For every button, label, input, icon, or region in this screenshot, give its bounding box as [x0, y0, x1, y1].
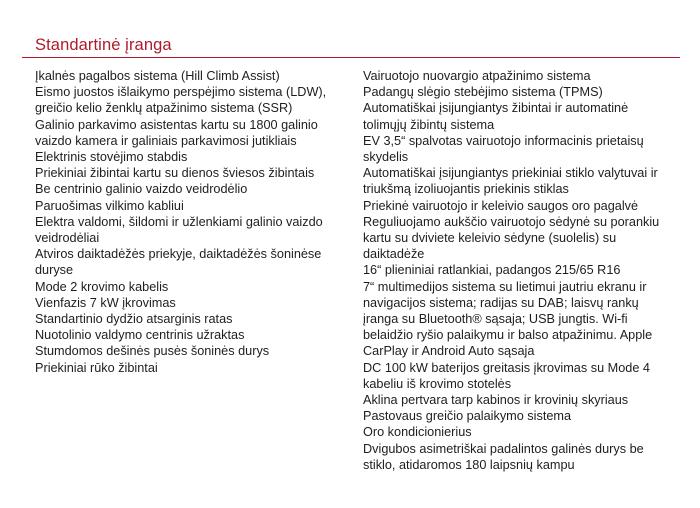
- list-item: Padangų slėgio stebėjimo sistema (TPMS): [363, 85, 603, 100]
- list-item: Be centrinio galinio vaizdo veidrodėlio: [35, 182, 248, 197]
- list-item: 16“ plieniniai ratlankiai, padangos 215/65 R16: [363, 263, 621, 278]
- list-item: Standartinio dydžio atsarginis ratas: [35, 312, 233, 327]
- list-item: Atviros daiktadėžės priekyje, daiktadėžės šoninėse duryse: [35, 247, 322, 278]
- list-item: DC 100 kW baterijos greitasis įkrovimas su Mode 4 kabeliu iš krovimo stotelės: [363, 360, 650, 391]
- title-divider: [22, 57, 680, 58]
- list-item: Elektra valdomi, šildomi ir užlenkiami galinio vaizdo veidrodėliai: [35, 214, 323, 246]
- list-item: Vienfazis 7 kW įkrovimas: [35, 295, 176, 310]
- list-item: Nuotolinio valdymo centrinis užraktas: [35, 328, 245, 343]
- standard-equipment-list-right: [363, 68, 675, 473]
- list-item: 7“ multimedijos sistema su lietimui jautriu ekranu ir navigacijos sistema; radijas su DAB; laisvų rankų įranga su Bluetooth® sąsaja; USB jungtis. Wi-fi belaidžio ryšio palaikymu ir balso atpažinimu. Apple CarPlay ir Android Auto sąsaja: [363, 279, 653, 359]
- list-item: Eismo juostos išlaikymo perspėjimo sistema (LDW), greičio kelio ženklų atpažinimo sistema (SSR): [35, 85, 327, 116]
- list-item: Pastovaus greičio palaikymo sistema: [363, 409, 572, 424]
- list-item: Elektrinis stovėjimo stabdis: [35, 150, 188, 165]
- list-item: Vairuotojo nuovargio atpažinimo sistema: [363, 69, 591, 83]
- list-item: Priekiniai rūko žibintai: [35, 360, 158, 375]
- list-item: Automatiškai įsijungiantys priekiniai stiklo valytuvai ir triukšmą izoliuojantis priekinis stiklas: [363, 166, 658, 197]
- list-item: Aklina pertvara tarp kabinos ir krovinių skyriaus: [363, 393, 629, 408]
- list-item: EV 3,5“ spalvotas vairuotojo informacinis prietaisų skydelis: [363, 133, 644, 165]
- list-item: Priekiniai žibintai kartu su dienos šviesos žibintais: [35, 166, 315, 181]
- page-title: Standartinė įranga: [35, 36, 172, 54]
- list-item: Įkalnės pagalbos sistema (Hill Climb Assist): [35, 69, 280, 83]
- standard-equipment-list-left: [35, 68, 335, 376]
- list-item: Paruošimas vilkimo kabliui: [35, 198, 184, 213]
- list-item: Oro kondicionierius: [363, 425, 472, 440]
- list-item: Mode 2 krovimo kabelis: [35, 279, 169, 294]
- list-item: Automatiškai įsijungiantys žibintai ir automatinė tolimųjų žibintų sistema: [363, 101, 629, 132]
- list-item: Dvigubos asimetriškai padalintos galinės durys be stiklo, atidaromos 180 laipsnių kampu: [363, 441, 644, 472]
- list-item: Priekinė vairuotojo ir keleivio saugos oro pagalvė: [363, 198, 639, 213]
- list-item: Stumdomos dešinės pusės šoninės durys: [35, 344, 270, 359]
- list-item: Galinio parkavimo asistentas kartu su 1800 galinio vaizdo kamera ir galiniais parkavimosi jutikliais: [35, 117, 318, 148]
- list-item: Reguliuojamo aukščio vairuotojo sėdynė su porankiu kartu su dviviete keleivio sėdyne (suolelis) su daiktadėže: [363, 214, 660, 262]
